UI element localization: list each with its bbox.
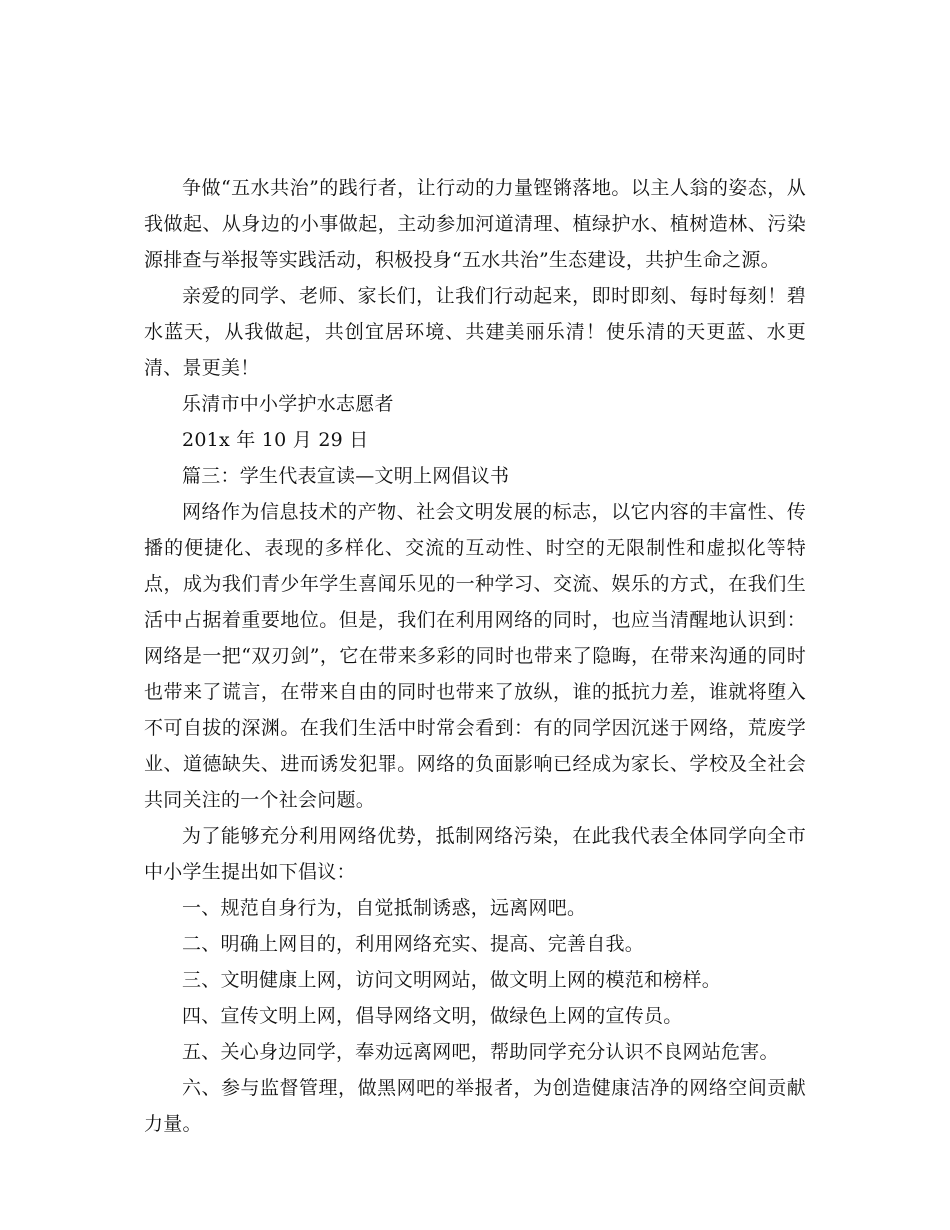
signature: 乐清市中小学护水志愿者 bbox=[182, 393, 394, 415]
proposal-item: 四、宣传文明上网，倡导网络文明，做绿色上网的宣传员。 bbox=[182, 1005, 683, 1027]
paragraph-proposal-intro: 为了能够充分利用网络优势，抵制网络污染，在此我代表全体同学向全市中小学生提出如下倡议： bbox=[144, 825, 806, 883]
paragraph-five-water: 争做“五水共治”的践行者，让行动的力量铿锵落地。以主人翁的姿态，从我做起、从身边的小事做起，主动参加河道清理、植绿护水、植树造林、污染源排查与举报等实践活动，积极投身“五水共治”生态建设，共护生命之源。 bbox=[144, 177, 806, 271]
date: 201x 年 10 月 29 日 bbox=[182, 429, 369, 451]
proposal-item: 二、明确上网目的，利用网络充实、提高、完善自我。 bbox=[182, 933, 645, 955]
document-body bbox=[144, 170, 806, 1142]
proposal-item: 五、关心身边同学，奉劝远离网吧，帮助同学充分认识不良网站危害。 bbox=[182, 1041, 779, 1063]
proposal-item: 三、文明健康上网，访问文明网站，做文明上网的模范和榜样。 bbox=[182, 969, 722, 991]
paragraph-call-to-action: 亲爱的同学、老师、家长们，让我们行动起来，即时即刻、每时每刻！碧水蓝天，从我做起，共创宜居环境、共建美丽乐清！使乐清的天更蓝、水更清、景更美！ bbox=[144, 285, 806, 379]
section-title: 篇三：学生代表宣读—文明上网倡议书 bbox=[182, 465, 510, 487]
proposal-item: 六、参与监督管理，做黑网吧的举报者，为创造健康洁净的网络空间贡献力量。 bbox=[144, 1077, 806, 1135]
paragraph-internet-intro: 网络作为信息技术的产物、社会文明发展的标志，以它内容的丰富性、传播的便捷化、表现的多样化、交流的互动性、时空的无限制性和虚拟化等特点，成为我们青少年学生喜闻乐见的一种学习、交流、娱乐的方式，在我们生活中占据着重要地位。但是，我们在利用网络的同时，也应当清醒地认识到：网络是一把“双刃剑”，它在带来多彩的同时也带来了隐晦，在带来沟通的同时也带来了谎言，在带来自由的同时也带来了放纵，谁的抵抗力差，谁就将堕入不可自拔的深渊。在我们生活中时常会看到：有的同学因沉迷于网络，荒废学业、道德缺失、进而诱发犯罪。网络的负面影响已经成为家长、学校及全社会共同关注的一个社会问题。 bbox=[144, 501, 806, 811]
proposal-item: 一、规范自身行为，自觉抵制诱惑，远离网吧。 bbox=[182, 897, 587, 919]
